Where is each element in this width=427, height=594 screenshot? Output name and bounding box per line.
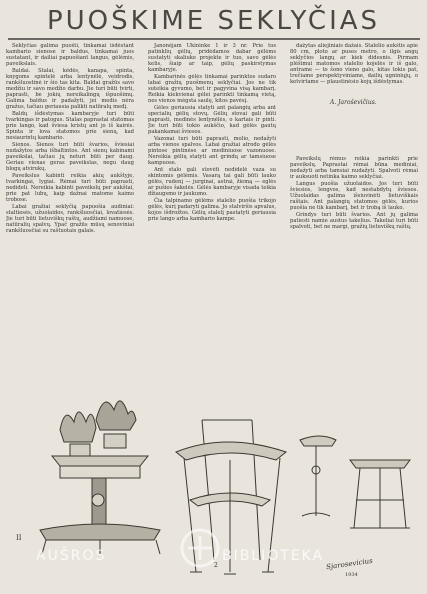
paragraph: Vazonai turi būti paprasti, molio, nedažyti arba vienos spalvos. Labai gražiai atrodo gėlės pintose pintinėse ar mediniuose vazonuose. Nereikia gėlių statyti ant grindų ar tamsiuose kampuose.: [148, 136, 276, 167]
paragraph: Grindys turi būti švarios. Ant jų galima patiesti namie austus takelius. Takeliai turi būti spalvoti, bet ne margi, gražių lietuviškų raštų.: [290, 212, 418, 231]
paragraph: Baldų išdėstymas kambaryje turi būti tvarkingas ir patogus. Stalas paprastai statomas prie lango, kad šviesa kristų ant jo iš kairės. Spinta ir lova statomos prie sienų, kad nesiaurintų kambario.: [6, 111, 134, 142]
stand-back-frame: [202, 420, 260, 560]
stand-shelf: [60, 466, 140, 478]
flower-stand-drawing: [40, 401, 160, 554]
paragraph: Baldai. Stalai, kėdės, kanapa, spinta, knygoms spintelė arba lentynėlė, veidrodis, rankšluostinė ir šio tas kita. Baldai gražūs savo medžiu ir savo medžio darbu. Jie turi būti tvirti, paprasti, be jokių nereikalingų išpuošimų. Galima baldus ir padažyti, jei medis nėra gražus, tačiau geriausia palikti natūralų medį.: [6, 68, 134, 111]
paragraph: Paveikslus kabinti reikia akių aukštyje, tvarkingai, lygiai. Rėmai turi būti paprasti, nedideli. Nereikia kabinti paveikslų per aukštai, prie pat lubų, kaip dažnai matome kaimo trobose.: [6, 173, 134, 204]
potted-plant-icon: [60, 412, 96, 442]
figure-number-center: 2: [214, 562, 218, 569]
stand-base: [40, 524, 160, 540]
figure-number-left: II: [16, 534, 22, 542]
watermark-text-left: AUŠROS: [36, 548, 107, 564]
paragraph: Ant stalo gali stovėti nedidelė vaza su skintomis gėlėmis. Vasarą tai gali būti lauko gėlės, rudenį — jurginai, astrai, žiemą — eglės ar pušies šakelės. Gėlės kambaryje visada teikia džiaugsmo ir jaukumo.: [148, 167, 276, 198]
paragraph: Labai gražiai seklyčią papuošia audiniai: staltiesės, užuolaidos, rankšluosčiai, lovatiesės. Jie turi būti lietuviškų raštų, audžiami namuose, natūralių spalvų. Ypač gražūs mūsų senoviniai rankšluosčiai su raštuotais galais.: [6, 204, 134, 235]
artist-autograph: Sjarosevicius: [325, 556, 374, 572]
stand-top: [52, 456, 148, 466]
paragraph: dažytas aliejiniais dažais. Stalelio aukštis apie 80 cm, ploto ar puses metro, o ilgis angų seklyčios langų ar kiek didesnis. Pirmam plėšimui matomos stalelio kojelės ir iš galo, antrame — to šono vieno galo, kitas tokis pat, trečiame perspektyviniame, dailių ugniniųjų, o ketvirtame — plaustinėsio kojų išdėstymas.: [290, 43, 418, 86]
stand-ornament: [92, 494, 104, 506]
paragraph: Čia talpinamo gėlėms stalelio puošia trikojo gėlės, kurį padaryti galima. Jo stalviršis apvalus, kojos išdrožtos. Gėlių stalelį pastatyti geriausia prie lango arba kambario kampe.: [148, 198, 276, 223]
watermark-text-right: BIBLIOTEKA: [222, 548, 325, 564]
paragraph: Sienos. Sienos turi būti švarios, šviesiai nudažytos arba išbaltintos. Ant sienų kabinami paveikslai, tačiau jų neturi būti per daug. Geriau vienas geras paveikslas, negu daug blogų atvirukų.: [6, 142, 134, 173]
paragraph: Janonėjam Ūkininke 1 ir 3 nr. Prie tos patinklių gėlių, pridėdamos dabar gėlėms sustatyti skaliuke projekte ir tuo, savo gėlės kelis, šiaip ar taip, gėlių paskirstymas kambaryje.: [148, 43, 276, 74]
author-signature: A. Jaroševičius.: [330, 99, 377, 106]
plant-pot-icon: [104, 434, 126, 448]
paragraph: Gėles geriausia statyti ant palangių arba ant specialių gėlių stovų. Gėlių stovai gali būti paprasti, medinės lentynėlės, o kartais ir pinti. Jie turi būti tokio aukščio, kad gėlės gautų pakankamai šviesos.: [148, 105, 276, 136]
stand-profile-top: [300, 436, 336, 446]
potted-plant-icon: [96, 401, 136, 430]
stand-plan-drawing: [300, 436, 410, 528]
stand-foot: [190, 572, 274, 574]
paragraph: Paveikslų rėmus reikia parinkti prie paveikslų. Paprastai rėmai būna mediniai, nedažyti arba tamsiai nudažyti. Spalvoti rėmai ir auksuoti netinka kaimo seklyčiai.: [290, 156, 418, 181]
stand-shelf-top: [176, 442, 286, 460]
page-title: PUOŠKIME SEKLYČIAS: [46, 6, 381, 36]
logo-mark: [188, 536, 212, 560]
plant-pot-icon: [70, 444, 90, 456]
paragraph: Seklyčias galima puošti, tinkamai išdėstant kambario sienose ir baldus, tinkamai juos sustatant, ir dailiai papuošiant langus, gėlėmis, paveikslais.: [6, 43, 134, 68]
stand-front-legs: [354, 468, 406, 528]
artist-autograph-year: 1934: [345, 572, 358, 578]
stand-front-top: [350, 460, 410, 468]
paragraph: Kambarinės gėlės tinkamai parinktos sudaro labai gražių puošmenų seklyčiai. Jos ne tik suteikia gyvumo, bet ir pagyvina visą kambarį. Reikia kiekvienai gėlei parinkti tinkamą vietą, nes vienos mėgsta saulę, kitos pavėsį.: [148, 74, 276, 105]
paragraph: Langus puošia užuolaidos. Jos turi būti šviesios, lengvos, kad nestabdytų šviesos. Užuolaidas galima išsiuvinėti lietuviškais raštais. Ant palangių statomos gėlės, kurios puošia ne tik kambarį, bet ir trobą iš lauko.: [290, 181, 418, 212]
